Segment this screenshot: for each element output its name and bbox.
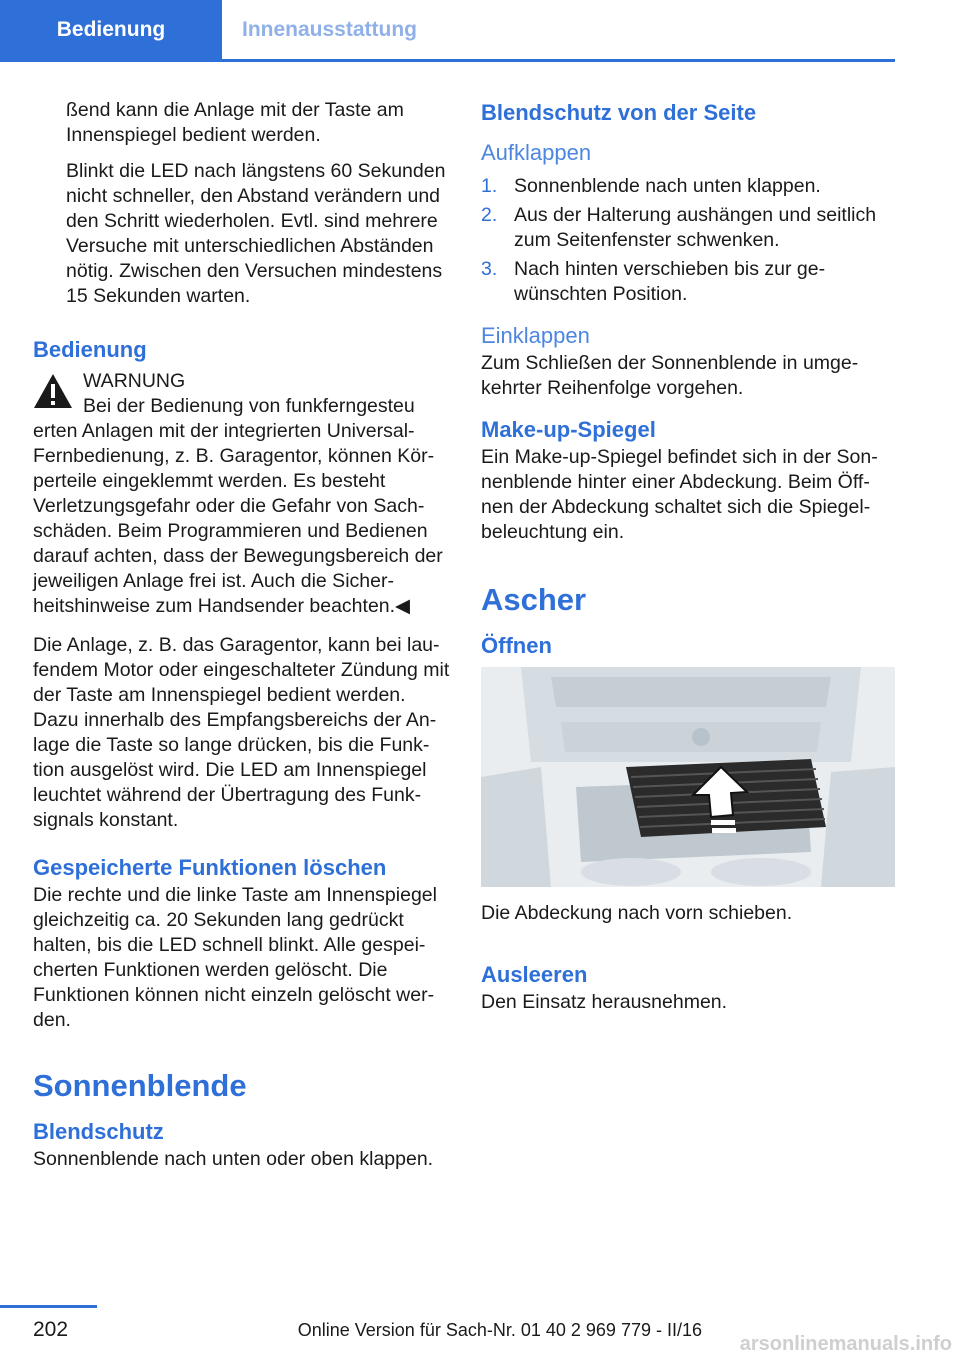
header-tab-innenausstattung: Innenausstattung	[242, 17, 418, 41]
warning-text-first: Bei der Bedienung von funkferngesteu	[83, 395, 415, 417]
heading-bedienung: Bedienung	[33, 337, 147, 362]
warning-block	[33, 369, 451, 419]
paragraph-anlage: Die Anlage, z. B. das Garagentor, kann bei laufendem Motor oder eingeschalteter Zündung mit der Taste am Innenspiegel bedient werden. Dazu innerhalb des Empfangsbereichs der Anlage die Taste so lange drücken, bis die Funktion ausgelöst wird. Die LED am Innenspiegel leuchtet während der Übertragung des Funksignals konstant.	[33, 634, 450, 831]
paragraph-einklappen: Zum Schließen der Sonnenblende in umgekehrter Reihenfolge vorgehen.	[481, 352, 859, 399]
heading-blendschutz: Blendschutz	[33, 1119, 164, 1144]
step-text: Aus der Halterung aushängen und seitlich zum Seitenfenster schwenken.	[514, 204, 877, 251]
warning-title: WARNUNG	[83, 370, 186, 392]
step-number: 1.	[481, 175, 498, 197]
header-divider	[0, 59, 895, 62]
paragraph-led-blink: Blinkt die LED nach längstens 60 Sekunden nicht schneller, den Abstand verändern und den Schritt wiederholen. Evtl. sind mehrere Versuche mit unterschiedlichen Abständen nötig. Zwischen den Versuchen mindestens 15 Sekunden warten.	[66, 160, 446, 307]
heading-aufklappen: Aufklappen	[481, 140, 592, 165]
page-number: 202	[33, 1318, 69, 1341]
warning-text: erten Anlagen mit der integrierten Universal-Fernbedienung, z. B. Garagentor, können Körperteile eingeklemmt werden. Es besteht Verletzungsgefahr oder die Gefahr von Sachschäden. Beim Programmieren und Bedienen darauf achten, dass der Bewegungsbereich der jeweiligen Anlage frei ist. Auch die Sicherheitshinweise zum Handsender beachten.◀	[33, 420, 443, 617]
paragraph-loeschen: Die rechte und die linke Taste am Innenspiegel gleichzeitig ca. 20 Sekunden lang gedrückt halten, bis die LED schnell blinkt. Alle gespeicherten Funktionen werden gelöscht. Die Funktionen können nicht einzeln gelöscht werden.	[33, 884, 437, 1031]
step-number: 2.	[481, 204, 498, 226]
warning-triangle-icon	[33, 373, 73, 409]
left-column	[33, 98, 451, 1183]
heading-einklappen: Einklappen	[481, 323, 590, 348]
paragraph-blendschutz: Sonnenblende nach unten oder oben klappen.	[33, 1148, 434, 1170]
step-text: Nach hinten verschieben bis zur gewünschten Position.	[514, 258, 826, 305]
ashtray-illustration	[481, 667, 895, 887]
heading-blendschutz-seite: Blendschutz von der Seite	[481, 100, 757, 125]
step-number: 3.	[481, 258, 498, 280]
heading-make-up-spiegel: Make-up-Spiegel	[481, 417, 656, 442]
right-column	[481, 98, 895, 1026]
step-text: Sonnenblende nach unten klappen.	[514, 175, 821, 197]
ashtray-drawing	[481, 667, 895, 887]
heading-ausleeren: Ausleeren	[481, 962, 588, 987]
paragraph-continued: ßend kann die Anlage mit der Taste am Innenspiegel bedient werden.	[66, 99, 404, 146]
page-header	[0, 0, 895, 62]
footer-divider	[0, 1305, 97, 1308]
paragraph-make-up-spiegel: Ein Make-up-Spiegel befindet sich in der Sonnenblende hinter einer Abdeckung. Beim Öffnen der Abdeckung schaltet sich die Spiegelbeleuchtung ein.	[481, 446, 878, 543]
header-tab-bedienung: Bedienung	[0, 0, 222, 59]
heading-sonnenblende: Sonnenblende	[33, 1068, 247, 1103]
watermark-logo: arsonlinemanuals.info	[739, 1333, 952, 1355]
list-item	[481, 203, 895, 253]
steps-list	[481, 174, 895, 307]
list-item	[481, 174, 895, 199]
heading-oeffnen: Öffnen	[481, 633, 552, 658]
paragraph-oeffnen: Die Abdeckung nach vorn schieben.	[481, 902, 793, 924]
footer-version: Online Version für Sach-Nr. 01 40 2 969 779 - II/16	[297, 1320, 702, 1340]
list-item	[481, 257, 895, 307]
heading-gespeicherte-funktionen: Gespeicherte Funktionen löschen	[33, 855, 387, 880]
heading-ascher: Ascher	[481, 582, 587, 617]
paragraph-ausleeren: Den Einsatz herausnehmen.	[481, 991, 728, 1013]
